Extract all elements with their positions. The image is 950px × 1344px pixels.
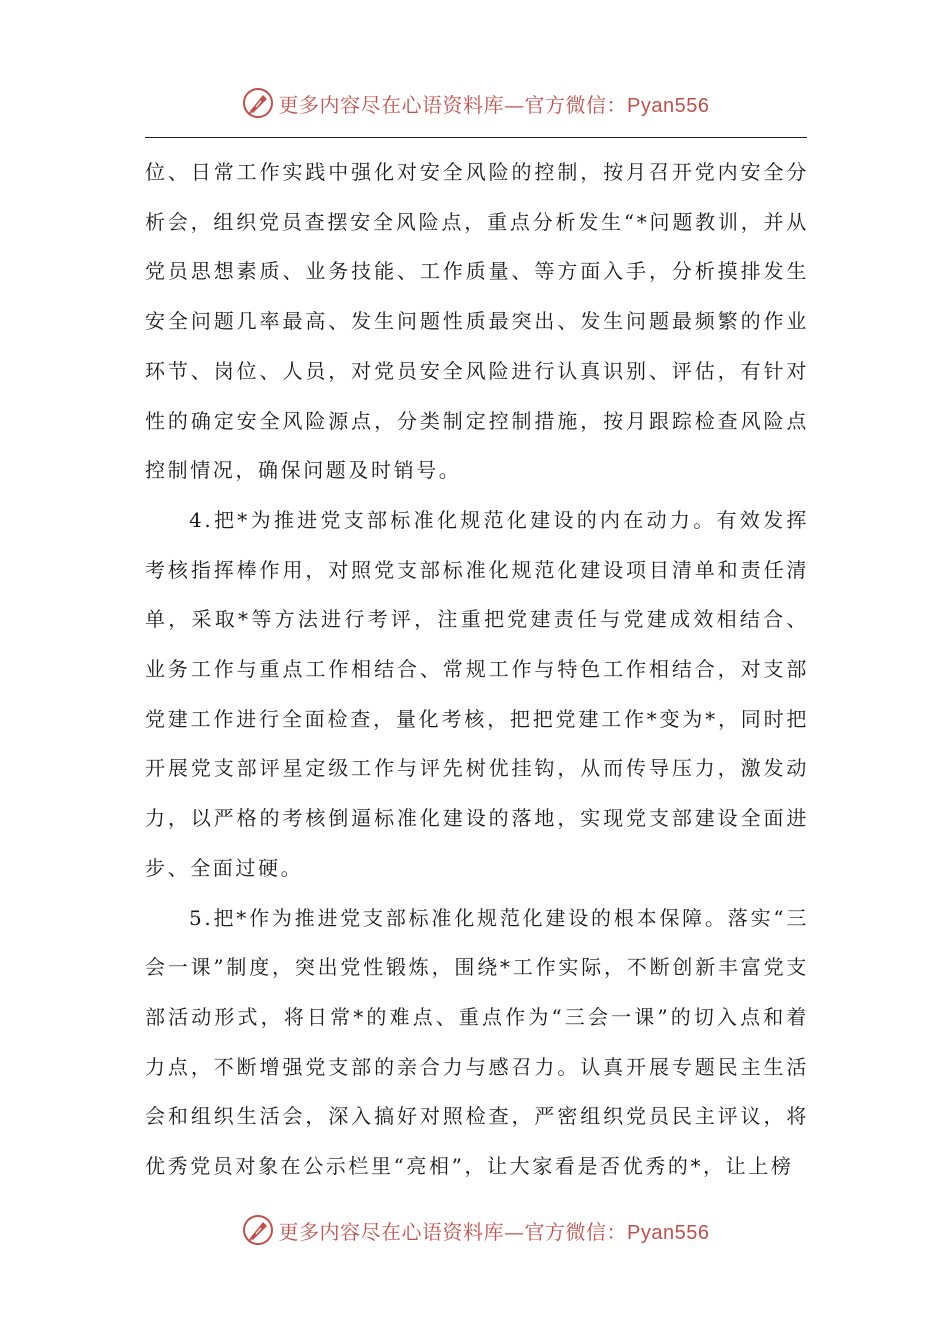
pen-nib-logo-icon — [241, 1213, 275, 1247]
header-banner-sep: — — [504, 92, 525, 117]
header-banner-text — [279, 89, 710, 118]
header-banner — [0, 83, 950, 123]
footer-banner-main: 更多内容尽在心语资料库 — [278, 1219, 505, 1244]
paragraph-item-4: 4.把*为推进党支部标准化规范化建设的内在动力。有效发挥考核指挥棒作用，对照党支部标准化规范化建设项目清单和责任清单，采取*等方法进行考评，注重把党建责任与党建成效相结合、业务工作与重点工作相结合、常规工作与特色工作相结合，对支部党建工作进行全面检查，量化考核，把把党建工作*变为*，同时把开展党支部评星定级工作与评先树优挂钩，从而传导压力，激发动力，以严格的考核倒逼标准化建设的落地，实现党支部建设全面进步、全面过硬。 — [145, 507, 809, 880]
paragraph-continuation: 位、日常工作实践中强化对安全风险的控制，按月召开党内安全分析会，组织党员查摆安全风险点，重点分析发生“*问题教训，并从党员思想素质、业务技能、工作质量、等方面入手，分析摸排发生安全问题几率最高、发生问题性质最突出、发生问题最频繁的作业环节、岗位、人员，对党员安全风险进行认真识别、评估，有针对性的确定安全风险源点，分类制定控制措施，按月跟踪检查风险点控制情况，确保问题及时销号。 — [145, 160, 809, 483]
footer-banner-sep: — — [504, 1219, 525, 1244]
footer-banner-text — [279, 1216, 710, 1245]
footer-banner — [0, 1210, 950, 1250]
header-banner-id: Pyan556 — [627, 94, 710, 117]
footer-banner-tail: 官方微信： — [524, 1219, 628, 1244]
footer-banner-id: Pyan556 — [627, 1221, 710, 1244]
paragraph-item-5: 5.把*作为推进党支部标准化规范化建设的根本保障。落实“三会一课”制度，突出党性锻炼，围绕*工作实际，不断创新丰富党支部活动形式，将日常*的难点、重点作为“三会一课”的切入点和着力点，不断增强党支部的亲合力与感召力。认真开展专题民主生活会和组织生活会，深入搞好对照检查，严密组织党员民主评议，将优秀党员对象在公示栏里“亮相”，让大家看是否优秀的*，让上榜 — [145, 905, 809, 1179]
header-banner-tail: 官方微信： — [524, 92, 628, 117]
document-body — [145, 148, 809, 1192]
pen-nib-logo-icon — [241, 86, 275, 120]
header-banner-main: 更多内容尽在心语资料库 — [278, 92, 505, 117]
header-divider — [145, 137, 807, 138]
